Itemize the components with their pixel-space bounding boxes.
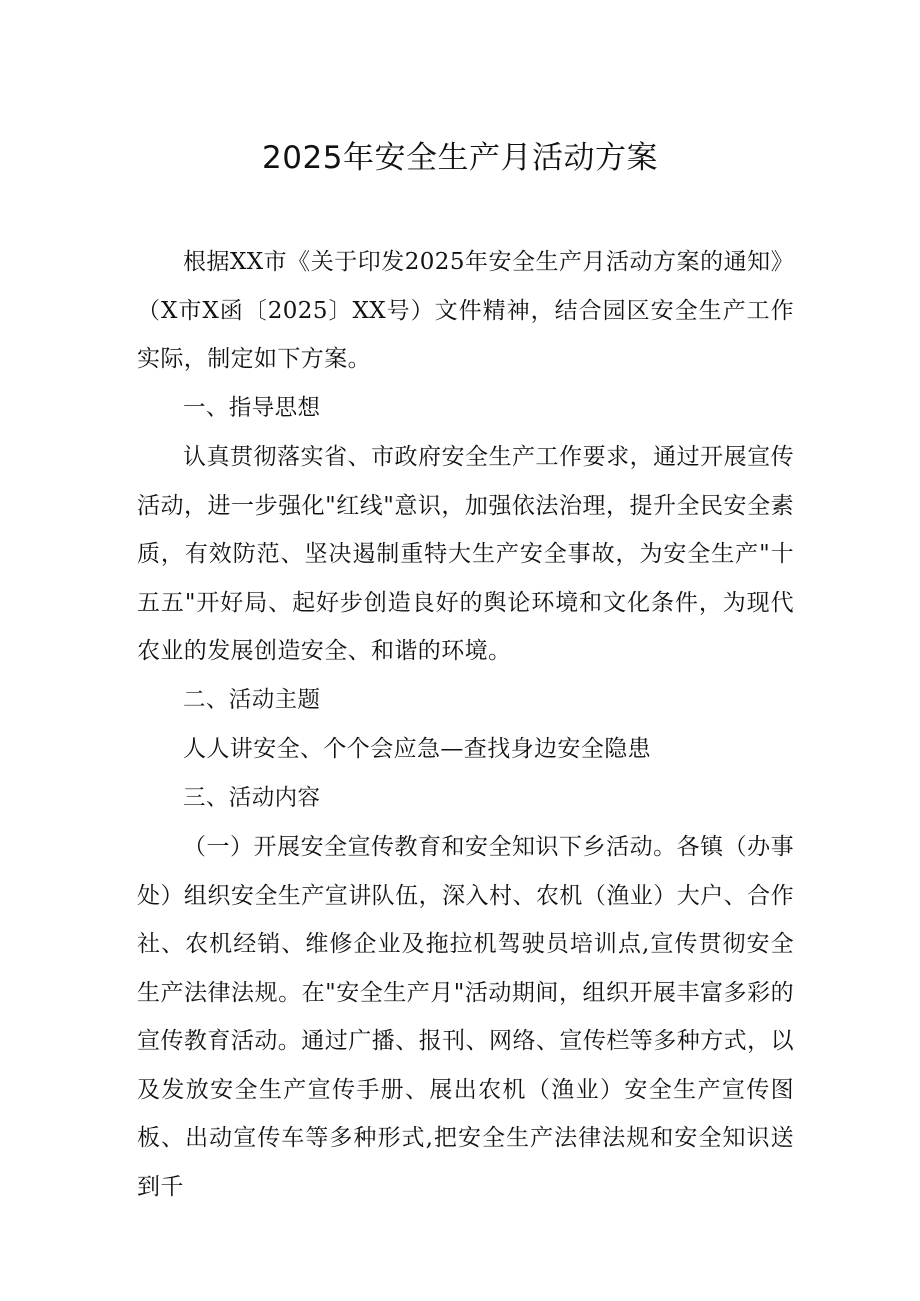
document-title: 2025年安全生产月活动方案 [262,140,658,176]
section-heading-activity-content: 三、活动内容 [183,784,321,811]
section-text-activity-content: （一）开展安全宣传教育和安全知识下乡活动。各镇（办事处）组织安全生产宣讲队伍，深入村、农机（渔业）大户、合作社、农机经销、维修企业及拖拉机驾驶员培训点,宣传贯彻安全生产法律法规。在"安全生产月"活动期间，组织开展丰富多彩的宣传教育活动。通过广播、报刊、网络、宣传栏等多种方式，以及发放安全生产宣传手册、展出农机（渔业）安全生产宣传图板、出动宣传车等多种形式,把安全生产法律法规和安全知识送到千 [137,834,794,1200]
section-text-activity-theme: 人人讲安全、个个会应急—查找身边安全隐患 [183,736,651,762]
document-body [137,238,794,1211]
section-heading-guiding-ideology: 一、指导思想 [183,394,321,421]
section-text-guiding-ideology: 认真贯彻落实省、市政府安全生产工作要求，通过开展宣传活动，进一步强化"红线"意识，加强依法治理，提升全民安全素质，有效防范、坚决遏制重特大生产安全事故，为安全生产"十五五"开好局、起好步创造良好的舆论环境和文化条件，为现代农业的发展创造安全、和谐的环境。 [137,444,794,664]
intro-paragraph: 根据XX市《关于印发2025年安全生产月活动方案的通知》（X市X函〔2025〕XX号）文件精神，结合园区安全生产工作实际，制定如下方案。 [137,249,794,372]
section-heading-activity-theme: 二、活动主题 [183,686,321,713]
